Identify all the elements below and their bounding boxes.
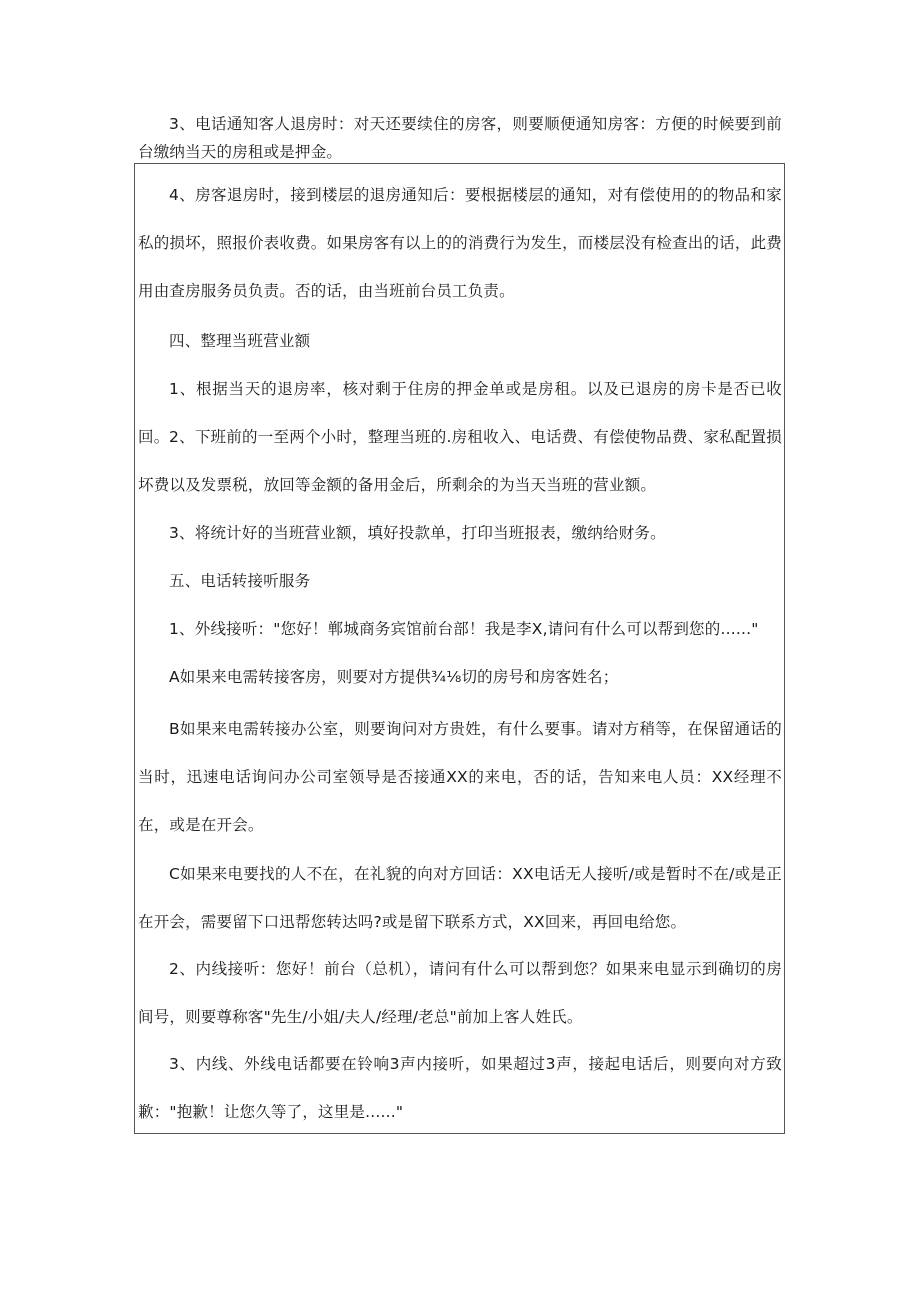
paragraph-internal-call: 2、内线接听：您好！前台（总机），请问有什么可以帮到您？如果来电显示到确切的房间号，则要尊称客"先生/小姐/夫人/经理/老总"前加上客人姓氏。 [138, 960, 782, 1026]
section-heading-revenue: 四、整理当班营业额 [169, 332, 311, 350]
paragraph-case-b: B如果来电需转接办公室，则要询问对方贵姓，有什么要事。请对方稍等，在保留通话的当时，迅速电话询问办公司室领导是否接通XX的来电，否的话，告知来电人员：XX经理不在，或是在开会。 [138, 720, 782, 834]
paragraph-case-c: C如果来电要找的人不在，在礼貌的向对方回话：XX电话无人接听/或是暂时不在/或是正在开会，需要留下口迅帮您转达吗?或是留下联系方式，XX回来，再回电给您。 [138, 865, 782, 931]
paragraph-external-call: 1、外线接听："您好！郸城商务宾馆前台部！我是李X,请问有什么可以帮到您的......" [169, 620, 759, 638]
section-heading-phone: 五、电话转接听服务 [169, 572, 311, 590]
paragraph-revenue-3: 3、将统计好的当班营业额，填好投款单，打印当班报表，缴纳给财务。 [169, 524, 666, 542]
intro-paragraph: 3、电话通知客人退房时：对天还要续住的房客，则要顺便通知房客：方便的时候要到前台缴纳当天的房租或是押金。 [138, 115, 782, 161]
paragraph-checkout-notice: 4、房客退房时，接到楼层的退房通知后：要根据楼层的通知，对有偿使用的的物品和家私的损坏，照报价表收费。如果房客有以上的的消费行为发生，而楼层没有检查出的话，此费用由查房服务员负责。否的话，由当班前台员工负责。 [138, 186, 782, 300]
paragraph-revenue-1: 1、根据当天的退房率，核对剩于住房的押金单或是房租。以及已退房的房卡是否已收回。 [138, 380, 782, 446]
paragraph-revenue-2: 2、下班前的一至两个小时，整理当班的.房租收入、电话费、有偿使物品费、家私配置损坏费以及发票税，放回等金额的备用金后，所剩余的为当天当班的营业额。 [138, 428, 782, 494]
paragraph-ring-rule: 3、内线、外线电话都要在铃响3声内接听，如果超过3声，接起电话后，则要向对方致歉："抱歉！让您久等了，这里是......" [138, 1055, 782, 1121]
paragraph-case-a: A如果来电需转接客房，则要对方提供¾⅛切的房号和房客姓名； [169, 668, 619, 686]
